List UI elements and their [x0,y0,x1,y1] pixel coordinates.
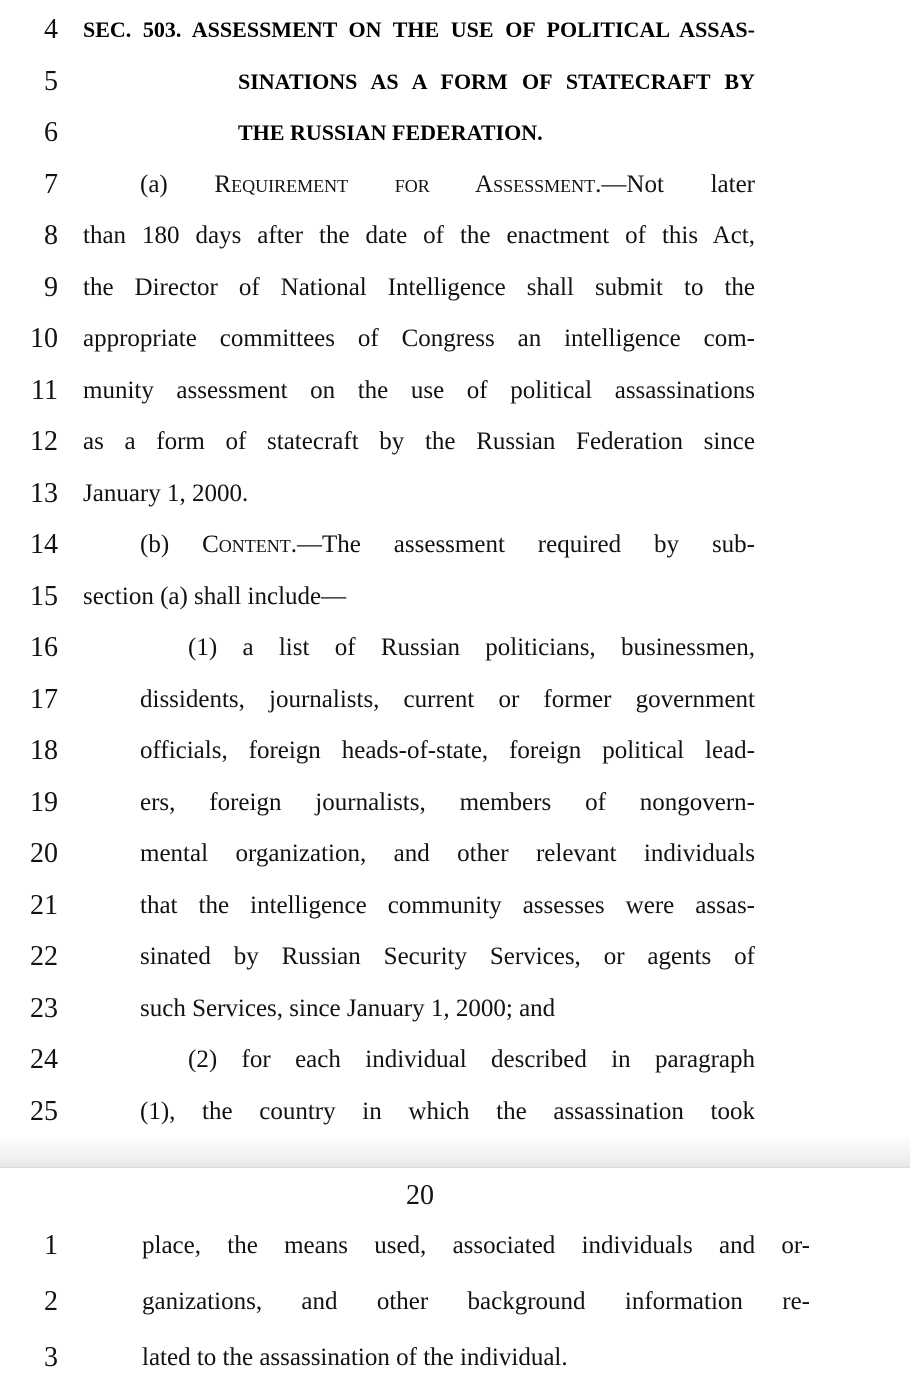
small-caps-text: Content [202,531,291,558]
bill-line [0,828,910,880]
line-text [83,931,755,983]
line-number: 22 [30,941,58,972]
text-segment: section (a) shall include— [83,582,347,610]
line-number: 14 [30,529,58,560]
line-text [83,313,755,365]
bill-line [0,4,910,56]
text-segment: (1) a list of Russian politicians, businessmen, [188,634,755,661]
text-segment: munity assessment on the use of political assassinations [83,376,755,404]
line-number: 5 [44,65,58,97]
page-break-separator [0,1137,910,1168]
bill-line [0,622,910,674]
line-number: 24 [30,1044,58,1075]
text-segment: (2) for each individual described in paragraph [188,1046,755,1073]
bill-line [0,107,910,159]
bill-line [0,571,910,623]
bill-line [0,56,910,108]
line-number: 23 [30,992,58,1024]
text-segment: than 180 days after the date of the enactment of this Act, [83,222,755,249]
small-caps-text: Requirement for Assessment [214,170,596,198]
line-number: 13 [30,477,58,509]
line-number: 8 [44,220,58,251]
text-segment: the Director of National Intelligence shall submit to the [83,273,755,301]
bill-line [0,468,910,520]
bill-line [0,725,910,777]
bill-line [0,210,910,262]
line-text [83,159,755,211]
text-segment: appropriate committees of Congress an intelligence com- [83,325,755,352]
bill-line [0,365,910,417]
line-text [83,468,755,520]
line-text [83,365,755,417]
text-segment: SINATIONS AS A FORM OF STATECRAFT BY [238,68,755,94]
page-number: 20 [406,1180,434,1211]
line-text [83,107,755,159]
line-number: 1 [44,1230,58,1261]
line-text [83,674,755,726]
text-segment: .—Not later [595,170,755,198]
bill-line [0,1086,910,1138]
line-number: 19 [30,786,58,818]
line-number: 15 [30,580,58,612]
line-number: 7 [44,168,58,200]
line-text [83,519,755,571]
bill-line [0,880,910,932]
bill-line [0,313,910,365]
bill-line [0,1218,910,1274]
text-segment: mental organization, and other relevant individuals [140,840,755,867]
text-segment: such Services, since January 1, 2000; and [140,994,556,1022]
line-number: 18 [30,735,58,766]
text-segment: THE RUSSIAN FEDERATION. [238,120,543,145]
line-text [83,56,755,108]
line-text [83,416,755,468]
text-segment: place, the means used, associated individuals and or- [142,1232,810,1259]
bill-line [0,159,910,211]
line-text [142,1330,810,1386]
text-segment: that the intelligence community assesses were assas- [140,891,755,919]
text-segment: officials, foreign heads-of-state, foreign political lead- [140,737,755,764]
line-number: 4 [44,14,58,45]
line-number: 9 [44,271,58,303]
line-number: 11 [31,374,58,406]
line-number: 16 [30,632,58,663]
line-number: 17 [30,683,58,715]
text-segment: lated to the assassination of the individual. [142,1344,568,1371]
line-text [83,828,755,880]
line-text [83,4,755,56]
bill-line [0,1330,910,1386]
text-segment: sinated by Russian Security Services, or agents of [140,943,755,970]
bill-line [0,1274,910,1330]
line-text [83,622,755,674]
bill-line [0,416,910,468]
bill-page-20 [0,1168,910,1386]
line-text [83,571,755,623]
bill-line [0,777,910,829]
line-text [83,880,755,932]
bill-line [0,519,910,571]
line-number: 3 [44,1342,58,1373]
line-number: 20 [30,838,58,869]
line-text [83,725,755,777]
text-segment: (b) [140,531,203,558]
text-segment: as a form of statecraft by the Russian Federation since [83,428,755,455]
text-segment: (1), the country in which the assassination took [140,1097,755,1125]
line-number: 21 [30,889,58,921]
line-text [142,1218,810,1274]
text-segment: .—The assessment required by sub- [290,531,755,558]
line-text [142,1274,810,1330]
line-text [83,777,755,829]
bill-line [0,931,910,983]
bill-line [0,262,910,314]
line-text [83,1086,755,1138]
bill-line [0,674,910,726]
line-text [83,210,755,262]
text-segment: ganizations, and other background information re- [142,1288,810,1315]
line-number: 10 [30,323,58,354]
line-number: 25 [30,1095,58,1127]
text-segment: January 1, 2000. [83,479,249,507]
line-text [83,983,755,1035]
text-segment: dissidents, journalists, current or former government [140,685,755,713]
bill-line [0,1034,910,1086]
text-segment: SEC. 503. ASSESSMENT ON THE USE OF POLITICAL ASSAS- [83,17,755,42]
text-segment: (a) [140,170,215,198]
bill-line [0,983,910,1035]
line-text [83,262,755,314]
line-text [83,1034,755,1086]
line-number: 2 [44,1286,58,1317]
text-segment: ers, foreign journalists, members of nongovern- [140,788,755,816]
line-number: 12 [30,426,58,457]
line-number: 6 [44,117,58,148]
